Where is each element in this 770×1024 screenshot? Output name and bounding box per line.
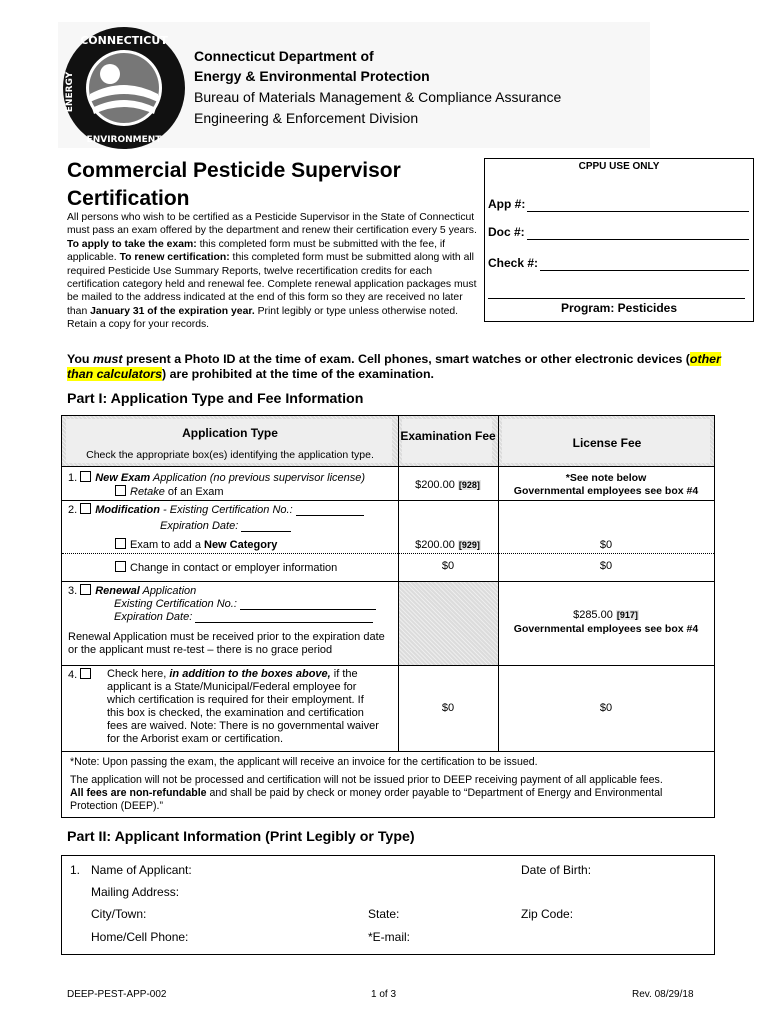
warning-text-3: ) are prohibited at the time of the examination. [162,367,434,381]
check-number-label: Check #: [488,256,539,270]
contact-change-checkbox[interactable] [115,561,126,572]
row2-expiration [160,520,291,532]
intro-bold-3: January 31 of the expiration year. [90,305,255,317]
agency-name-line1: Connecticut Department of [194,48,374,64]
new-category-label: New Category [204,539,278,551]
row3-number: 3. [68,585,78,597]
new-category-checkbox[interactable] [115,538,126,549]
retake-text: of an Exam [164,486,224,498]
revision-date: Rev. 08/29/18 [632,989,694,1000]
new-category-text: Exam to add a [130,539,204,551]
row1-license-note: *See note below [565,472,647,484]
new-exam-label: New Exam [95,472,151,484]
row1-new-exam [68,471,365,484]
part2-heading: Part II: Applicant Information (Print Legibly or Type) [67,829,415,845]
renewal-grace-note: Renewal Application must be received prior to the expiration date or the applicant must re-test – there is no grace period [68,631,385,656]
intro-paragraph [67,211,479,332]
retake-checkbox[interactable] [115,485,126,496]
check-number-field[interactable] [540,270,749,271]
form-title [67,157,467,213]
form-id: DEEP-PEST-APP-002 [67,989,167,1000]
row2-modification [68,503,364,516]
row4-text-2: if the applicant is a State/Municipal/Federal employee for which certification is required for their employment. If this box is checked, the examination and certification fees are waived. Note: There is no governmental waiver for the Arborist exam or certification. [107,668,379,745]
refund-note [70,787,706,813]
row4-text-1: Check here, [107,668,170,680]
invoice-note: *Note: Upon passing the exam, the applicant will receive an invoice for the certification to be issued. [70,756,538,768]
col-header-application-type: Application Type [182,426,278,440]
city-town-field[interactable]: City/Town: [91,907,147,921]
row3-expiration [114,611,373,623]
renewal-checkbox[interactable] [80,584,91,595]
intro-text-3: this completed form must be submitted along with all required Pesticide Use Summary Reports, twelve recertification credits for each certification category held and renewal fee. Complete renewal application packages must be mailed to the address indicated at the end of this form so they are received no later than [67,252,477,317]
page-number: 1 of 3 [371,989,397,1000]
row4-license-fee: $0 [599,702,613,714]
part1-heading: Part I: Application Type and Fee Information [67,391,364,407]
warning-highlight: other than calculators [67,352,721,381]
row4-exam-fee: $0 [441,702,455,714]
non-refundable-label: All fees are non-refundable [70,787,207,799]
renewal-cert-label: Existing Certification No.: [114,598,237,610]
applicant-name-field[interactable]: Name of Applicant: [91,863,192,877]
new-exam-checkbox[interactable] [80,471,91,482]
payment-note: The application will not be processed and certification will not be issued prior to DEEP receiving payment of all applicable fees. [70,774,663,786]
renewal-expiration-label: Expiration Date: [114,611,193,623]
modification-label: Modification [95,504,160,516]
col-header-instruction: Check the appropriate box(es) identifying the application type. [86,449,374,461]
row3-license-fee-amount: $285.00 [573,609,613,621]
row4-number-checkbox [68,668,95,681]
col-header-exam-fee: Examination Fee [400,429,496,443]
app-number-label: App #: [488,197,526,211]
renewal-desc: Application [139,585,197,597]
retake-label: Retake [130,486,165,498]
mailing-address-field[interactable]: Mailing Address: [91,885,180,899]
row3-bottom-line [62,665,714,666]
form-title-line2: Certification [67,187,190,210]
zip-code-field[interactable]: Zip Code: [521,907,574,921]
warning-must: must [92,352,123,366]
new-exam-desc: Application (no previous supervisor license) [150,472,366,484]
row3-renewal [68,584,196,597]
intro-bold-2: To renew certification: [119,252,230,264]
government-employee-checkbox[interactable] [80,668,91,679]
state-field[interactable]: State: [368,907,400,921]
seal-top-text: CONNECTICUT [80,34,168,47]
renewal-exam-fee-hatched [398,581,498,665]
cppu-use-only-box [484,158,754,322]
row3-license-gov: Governmental employees see box #4 [513,623,699,635]
row4-number: 4. [68,669,78,681]
mod-cert-number-field[interactable] [296,505,364,516]
renewal-label: Renewal [95,585,140,597]
col-header-license-fee: License Fee [572,436,642,450]
applicant-info-box [61,855,715,955]
division-name: Engineering & Enforcement Division [194,110,419,126]
doc-number-label: Doc #: [488,225,525,239]
row2-exam-fee [398,539,498,551]
contact-license-fee: $0 [599,560,613,572]
connecticut-energy-environment-seal [62,26,186,150]
fee-notes-box [61,752,715,818]
row1-number: 1. [68,472,78,484]
row1-license-gov: Governmental employees see box #4 [513,485,699,497]
app-number-field[interactable] [527,211,749,212]
renewal-expiration-field[interactable] [195,612,373,623]
row1-exam-fee [398,479,498,491]
phone-field[interactable]: Home/Cell Phone: [91,930,189,944]
cppu-heading: CPPU USE ONLY [578,161,660,172]
row1-exam-fee-code: [928] [458,480,480,490]
cppu-divider [488,298,745,299]
applicant-row-number: 1. [70,863,81,877]
row1-retake [112,485,224,498]
row4-emphasis: in addition to the boxes above, [169,668,331,680]
modification-desc: - Existing Certification No.: [159,504,293,516]
photo-id-warning [67,352,747,382]
intro-bold-1: To apply to take the exam: [67,238,197,250]
warning-text-1: You [67,352,93,366]
contact-exam-fee: $0 [441,560,455,572]
program-label: Program: Pesticides [560,301,678,315]
doc-number-field[interactable] [527,239,749,240]
row2-dotted-line [62,553,714,554]
row3-license-fee [498,608,714,636]
mod-expiration-field[interactable] [241,521,291,532]
bureau-name: Bureau of Materials Management & Compliance Assurance [194,89,562,105]
email-field[interactable]: *E-mail: [368,930,411,944]
row2-license-fee: $0 [599,539,613,551]
seal-bottom-text: ENVIRONMENT [86,135,162,145]
row2-new-category [112,538,277,551]
row3-cert-number [114,598,376,610]
row1-license-fee [498,472,714,498]
renewal-cert-number-field[interactable] [240,599,376,610]
mod-expiration-label: Expiration Date: [160,520,239,532]
row1-bottom-line [62,500,714,501]
row2-bottom-line [62,581,714,582]
row2-exam-fee-code: [929] [458,540,480,550]
date-of-birth-field[interactable]: Date of Birth: [521,863,592,877]
form-title-line1: Commercial Pesticide Supervisor [67,159,401,182]
row2-exam-fee-amount: $200.00 [415,539,455,551]
modification-checkbox[interactable] [80,503,91,514]
row3-license-fee-code: [917] [616,610,638,620]
seal-left-text: ENERGY [65,71,75,113]
intro-text-1: All persons who wish to be certified as a Pesticide Supervisor in the State of Connecticut must pass an exam offered by the department and renew their certification every 5 years. [67,212,477,237]
header-bottom-line [62,466,714,467]
row1-exam-fee-amount: $200.00 [415,479,455,491]
application-type-table [61,415,715,752]
row4-government-text [107,668,379,746]
row2-number: 2. [68,504,78,516]
agency-name-line2: Energy & Environmental Protection [194,68,430,84]
intro-text-2: this completed form must be submitted with the fee, if applicable. [67,238,446,264]
warning-text-2: present a Photo ID at the time of exam. Cell phones, smart watches or other electronic devices ( [122,352,690,366]
row2-contact-change [112,561,337,574]
contact-change-label: Change in contact or employer information [130,562,338,574]
intro-text-4: Print legibly or type unless otherwise noted. Retain a copy for your records. [67,305,459,331]
payable-text: and shall be paid by check or money order payable to “Department of Energy and Environmental Protection (DEEP).” [70,787,663,812]
